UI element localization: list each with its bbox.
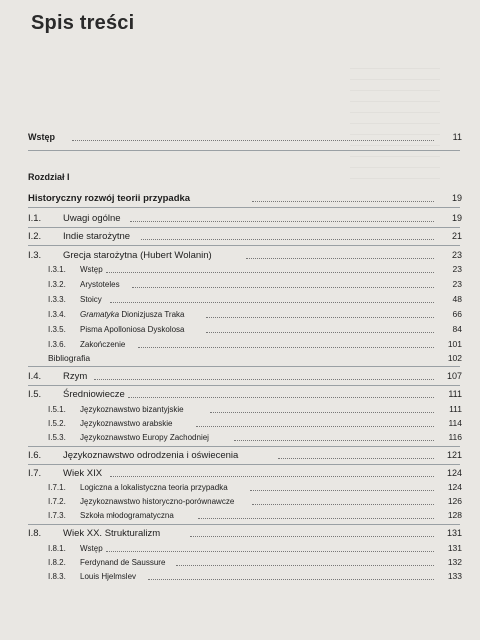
toc-entry-number: I.3.2.: [48, 280, 66, 289]
chapter-title: Historyczny rozwój teorii przypadka: [28, 193, 191, 204]
toc-entry-label: Pisma Apolloniosa Dyskolosa: [80, 325, 185, 334]
toc-entry-label: Ferdynand de Saussure: [80, 558, 166, 567]
toc-entry-label: Językoznawstwo arabskie: [80, 419, 173, 428]
toc-entry-page: 124: [446, 468, 462, 478]
toc-entry-number: I.8.2.: [48, 558, 66, 567]
toc-entry-number: I.7.1.: [48, 483, 66, 492]
toc-entry-number: I.4.: [28, 371, 42, 382]
leader-dots: [110, 294, 434, 303]
leader-dots: [128, 389, 434, 398]
toc-entry-label: Bibliografia: [48, 353, 91, 363]
toc-entry-label: Językoznawstwo bizantyjskie: [80, 405, 184, 414]
page-title: Spis treści: [31, 12, 135, 34]
label-rest: Dionizjusza Traka: [119, 310, 185, 319]
italic-title: Gramatyka: [80, 310, 120, 319]
toc-entry-label: Grecja starożytna (Hubert Wolanin): [63, 250, 212, 261]
toc-entry-page: 19: [451, 193, 462, 203]
divider: [28, 150, 460, 151]
leader-dots: [196, 418, 434, 427]
toc-entry-page: 116: [448, 432, 462, 442]
toc-entry-label: Louis Hjelmslev: [80, 572, 137, 581]
toc-entry-label: Wstęp: [80, 544, 103, 553]
toc-entry-page: 128: [447, 510, 462, 520]
toc-entry-label: Wstęp: [80, 265, 103, 274]
toc-entry-label: Arystoteles: [80, 280, 120, 289]
leader-dots: [210, 404, 434, 413]
leader-dots: [250, 482, 434, 491]
toc-entry-page: 11: [452, 132, 462, 142]
toc-entry-page: 121: [446, 450, 462, 460]
toc-entry-page: 19: [451, 213, 462, 223]
toc-entry-label: Językoznawstwo odrodzenia i oświecenia: [63, 450, 239, 461]
toc-entry-page: 132: [447, 557, 462, 567]
leader-dots: [206, 309, 434, 318]
leader-dots: [246, 250, 434, 259]
toc-entry-number: I.6.: [28, 450, 42, 461]
toc-entry-number: I.3.3.: [48, 295, 66, 304]
toc-entry-page: 133: [447, 571, 462, 581]
bleed-through-text: [350, 68, 440, 188]
toc-entry-label: [80, 309, 184, 320]
leader-dots: [206, 324, 434, 333]
divider: [28, 207, 460, 208]
leader-dots: [234, 432, 434, 441]
leader-dots: [106, 543, 434, 552]
toc-entry-number: I.5.: [28, 389, 42, 400]
toc-entry-page: 23: [452, 279, 462, 289]
toc-entry-label: Szkoła młodogramatyczna: [80, 511, 174, 520]
leader-dots: [130, 213, 434, 222]
toc-entry-label: Rzym: [63, 371, 88, 382]
leader-dots: [138, 339, 434, 348]
divider: [28, 524, 460, 525]
toc-entry-page: 66: [452, 309, 462, 319]
toc-entry-number: I.8.1.: [48, 544, 66, 553]
toc-entry-label: Wiek XX. Strukturalizm: [63, 528, 161, 539]
leader-dots: [110, 468, 434, 477]
divider: [28, 464, 460, 465]
leader-dots: [141, 231, 434, 240]
toc-entry-page: 84: [452, 324, 462, 334]
divider: [28, 227, 460, 228]
toc-entry-number: I.5.2.: [48, 419, 66, 428]
toc-entry-number: I.3.1.: [48, 265, 66, 274]
leader-dots: [252, 193, 434, 202]
leader-dots: [252, 496, 434, 505]
toc-entry-number: I.5.3.: [48, 433, 66, 442]
divider: [28, 366, 460, 367]
toc-entry-label: Średniowiecze: [63, 389, 125, 400]
toc-entry-page: 131: [447, 543, 462, 553]
toc-entry-page: 21: [451, 231, 462, 241]
leader-dots: [148, 571, 434, 580]
toc-entry-page: 23: [451, 250, 462, 260]
divider: [28, 385, 460, 386]
toc-entry-page: 101: [447, 339, 462, 349]
leader-dots: [190, 528, 434, 537]
leader-dots: [94, 371, 434, 380]
toc-entry-number: I.3.4.: [48, 310, 66, 319]
toc-entry-page: 124: [447, 482, 462, 492]
leader-dots: [132, 279, 434, 288]
leader-dots: [176, 557, 434, 566]
toc-entry-number: I.3.: [28, 250, 42, 261]
leader-dots: [72, 132, 434, 141]
toc-entry-page: 102: [447, 353, 462, 363]
toc-entry-number: I.3.5.: [48, 325, 66, 334]
toc-entry-label: Językoznawstwo historyczno-porównawcze: [80, 497, 235, 506]
divider: [28, 245, 460, 246]
toc-entry-number: I.8.: [28, 528, 42, 539]
toc-entry-number: I.5.1.: [48, 405, 66, 414]
toc-entry-label: Indie starożytne: [63, 231, 131, 242]
toc-entry-label: Stoicy: [80, 295, 102, 304]
toc-entry-number: I.7.2.: [48, 497, 66, 506]
toc-entry-number: I.3.6.: [48, 340, 66, 349]
toc-entry-page: 111: [448, 389, 462, 399]
toc-entry-page: 131: [446, 528, 462, 538]
leader-dots: [278, 450, 434, 459]
toc-entry-number: I.8.3.: [48, 572, 66, 581]
toc-entry-page: 111: [449, 404, 462, 414]
toc-entry-label: Wiek XIX: [63, 468, 103, 479]
toc-entry-page: 107: [446, 371, 462, 381]
toc-entry-label: Wstęp: [28, 132, 55, 142]
toc-entry-label: Zakończenie: [80, 340, 126, 349]
toc-entry-label: Uwagi ogólne: [63, 213, 121, 224]
chapter-number: Rozdział I: [28, 172, 70, 182]
toc-entry-number: I.7.: [28, 468, 42, 479]
toc-entry-number: I.2.: [28, 231, 42, 242]
divider: [28, 446, 460, 447]
toc-entry-page: 114: [448, 418, 462, 428]
leader-dots: [198, 510, 434, 519]
toc-entry-number: I.7.3.: [48, 511, 66, 520]
toc-entry-label: Logiczna a lokalistyczna teoria przypadka: [80, 483, 228, 492]
toc-entry-page: 126: [447, 496, 462, 506]
toc-entry-page: 48: [452, 294, 462, 304]
toc-entry-page: 23: [452, 264, 462, 274]
leader-dots: [106, 264, 434, 273]
toc-entry-number: I.1.: [28, 213, 42, 224]
toc-entry-label: Językoznawstwo Europy Zachodniej: [80, 433, 209, 442]
